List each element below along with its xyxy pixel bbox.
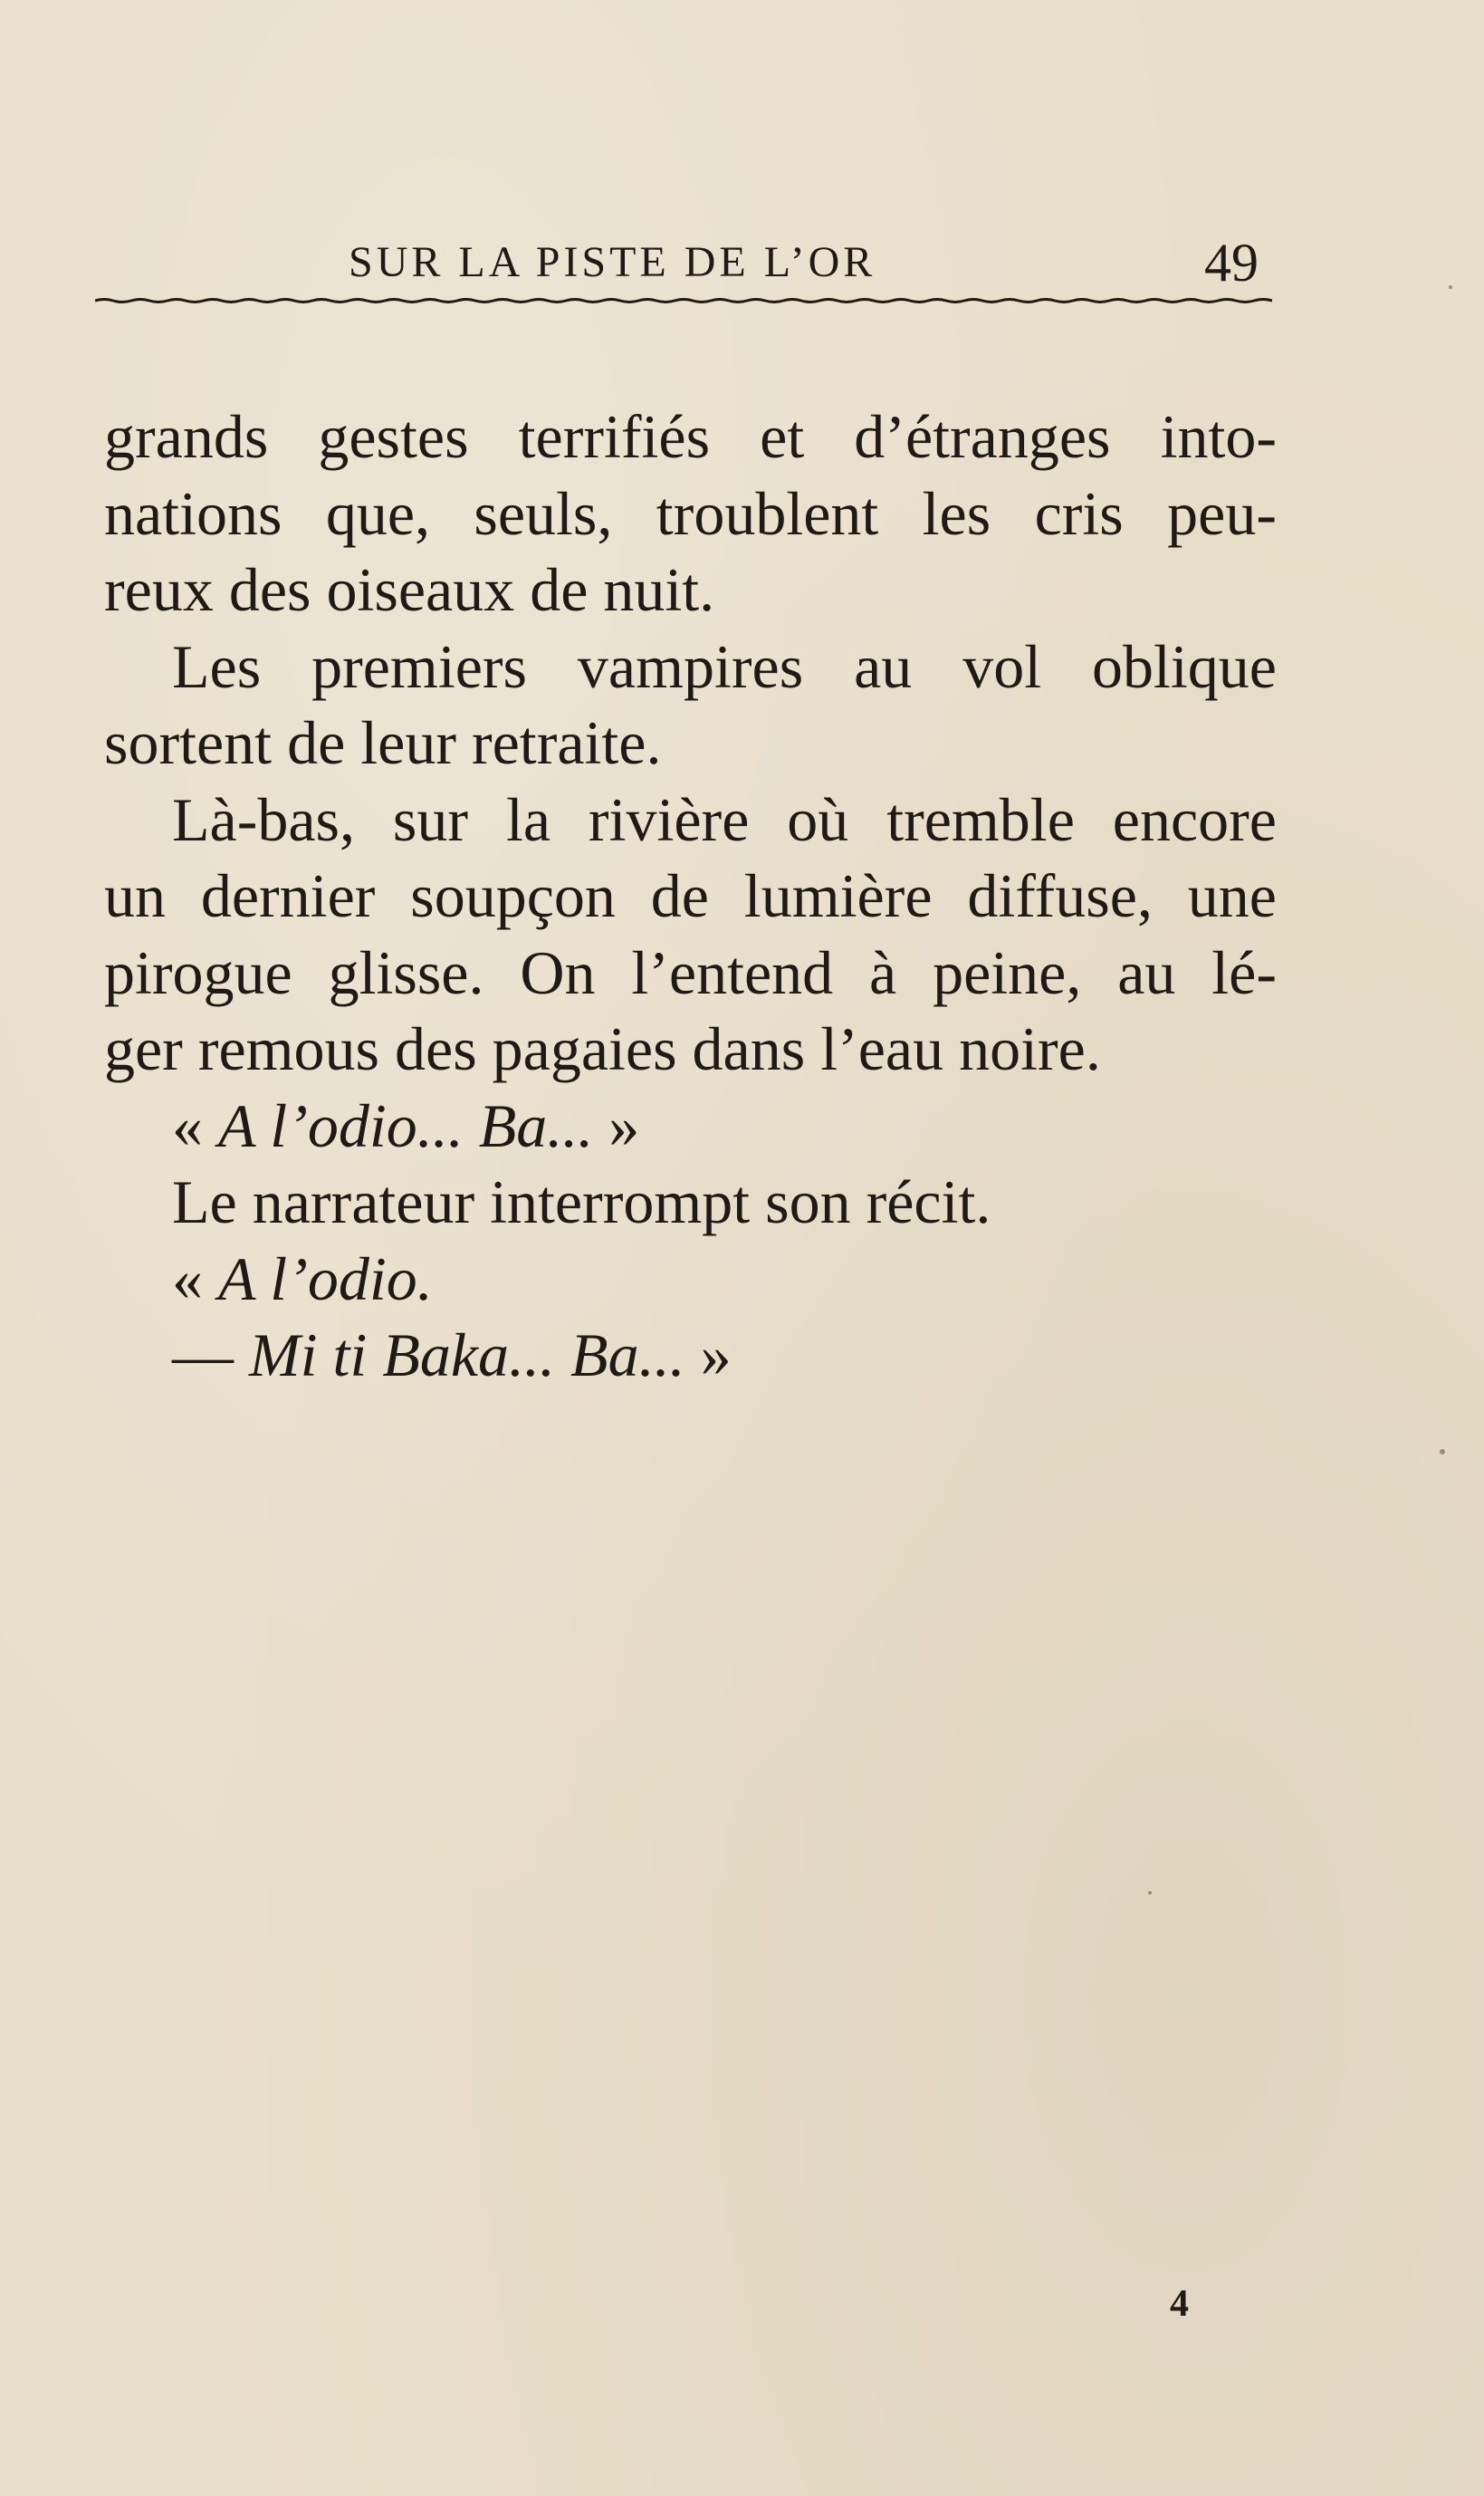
close-quote: »	[685, 1320, 732, 1389]
text-line: Là-bas, sur la rivière où tremble encore	[172, 784, 1277, 854]
em-dash: —	[172, 1320, 249, 1389]
dialogue-line-2	[104, 1241, 1277, 1318]
text-line: pirogue glisse. On l’entend à peine, au lé-	[104, 937, 1277, 1007]
dialogue-line-3	[104, 1317, 1277, 1394]
body-text	[104, 398, 1277, 1394]
text-line: nations que, seuls, troublent les cris peu-	[104, 478, 1277, 548]
dialogue-line-1	[104, 1088, 1277, 1165]
close-quote: »	[593, 1090, 640, 1160]
narration-line: Le narrateur interrompt son récit.	[172, 1167, 991, 1236]
paper-speck	[1148, 1891, 1152, 1895]
text-line: reux des oiseaux de nuit.	[104, 555, 715, 624]
open-quote: «	[172, 1243, 218, 1313]
paper-speck	[1449, 285, 1452, 289]
text-line: Les premiers vampires au vol oblique	[172, 631, 1277, 701]
text-line: ger remous des pagaies dans l’eau noire.	[104, 1014, 1101, 1083]
italic-speech: Mi ti Baka... Ba...	[249, 1320, 685, 1389]
paper-speck	[1440, 1449, 1445, 1454]
signature-mark: 4	[1170, 2283, 1189, 2325]
italic-speech: A l’odio... Ba...	[218, 1090, 594, 1160]
text-line: sortent de leur retraite.	[104, 708, 662, 777]
text-line: grands gestes terrifiés et d’étranges into-	[104, 402, 1277, 471]
header-rule	[95, 297, 1272, 304]
text-line: un dernier soupçon de lumière diffuse, une	[104, 861, 1277, 930]
running-title: SUR LA PISTE DE L’OR	[349, 238, 876, 286]
italic-speech: A l’odio.	[218, 1243, 433, 1313]
open-quote: «	[172, 1090, 218, 1160]
page-number: 49	[1204, 233, 1259, 293]
page-header	[104, 226, 1277, 299]
